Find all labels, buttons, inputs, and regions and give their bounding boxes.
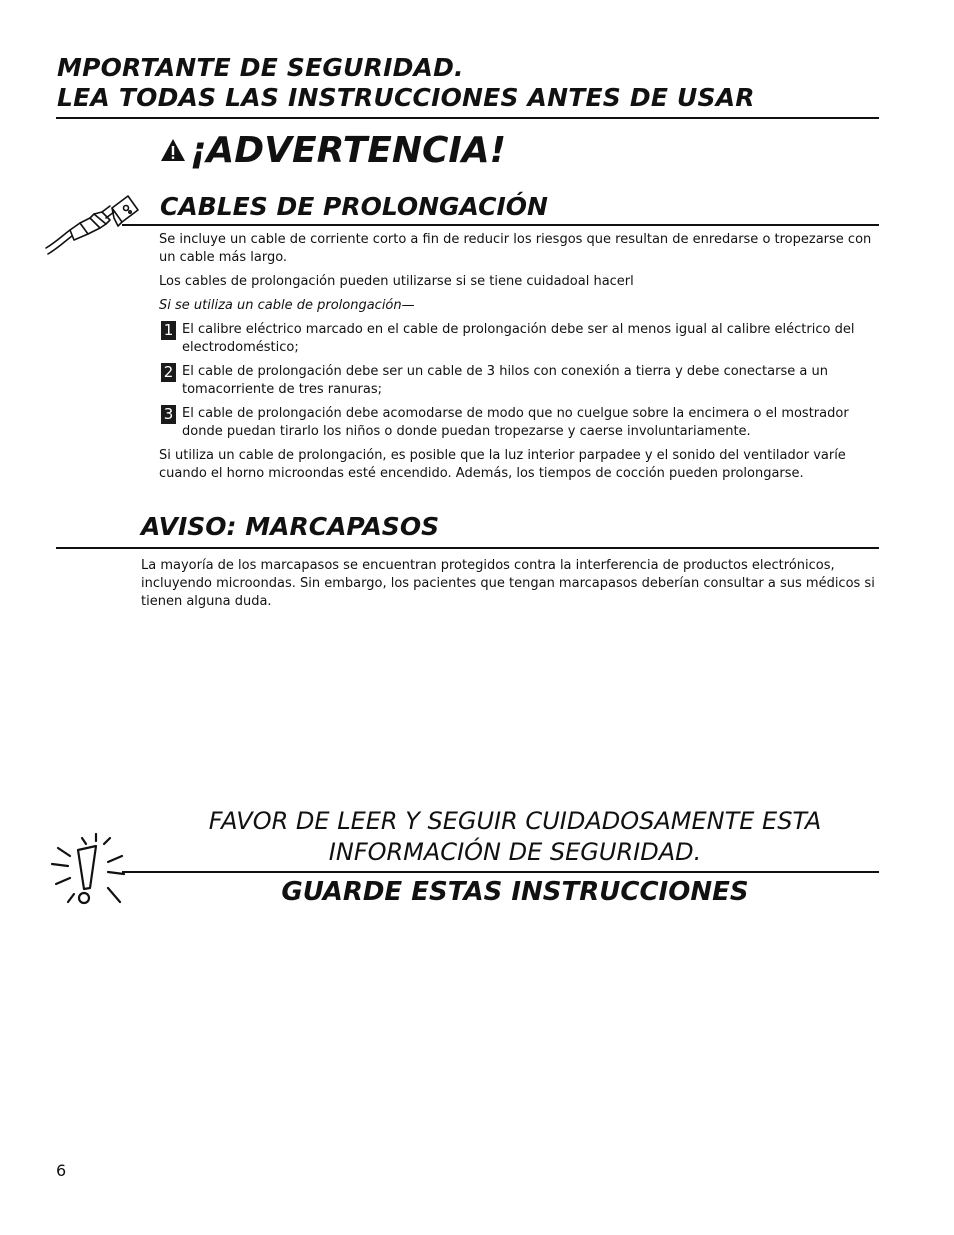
cables-paragraph-4: Si utiliza un cable de prolongación, es posible que la luz interior parpadee y el sonido del ventilador varíe cuando el horno microondas esté encendido. Además, los tiempos de cocción pueden prolongarse. [159, 448, 846, 481]
header-line-2: LEA TODAS LAS INSTRUCCIONES ANTES DE USAR [57, 83, 755, 112]
warning-heading [160, 130, 506, 171]
exclamation-light-icon [44, 832, 134, 912]
item-text: El calibre eléctrico marcado en el cable de prolongación debe ser al menos igual al calibre eléctrico del electrodoméstico; [182, 322, 855, 355]
warning-label: ¡ADVERTENCIA! [190, 130, 507, 171]
header-line-1: MPORTANTE DE SEGURIDAD. [57, 53, 464, 82]
list-item [161, 363, 877, 399]
page-header [57, 53, 755, 113]
header-rule [56, 117, 879, 119]
cables-paragraph-1: Se incluye un cable de corriente corto a fin de reducir los riesgos que resultan de enredarse o tropezarse con un cable más largo. [159, 232, 872, 265]
list-item [161, 321, 877, 357]
item-text: El cable de prolongación debe acomodarse de modo que no cuelgue sobre la encimera o el mostrador donde puedan tirarlo los niños o donde puedan tropezarse y caerse involuntariamente. [182, 406, 849, 439]
aviso-title: AVISO: MARCAPASOS [141, 512, 440, 541]
item-number: 3 [161, 405, 176, 424]
cables-body [159, 231, 875, 315]
item-number: 1 [161, 321, 176, 340]
aviso-rule [56, 547, 879, 549]
cables-title: CABLES DE PROLONGACIÓN [160, 192, 548, 221]
warning-triangle-icon [160, 130, 186, 171]
notice-line-2: INFORMACIÓN DE SEGURIDAD. [328, 838, 702, 866]
cables-paragraph-3: Si se utiliza un cable de prolongación— [159, 298, 415, 313]
footer-rule [122, 871, 879, 873]
page-number: 6 [56, 1161, 67, 1180]
cables-rule [122, 224, 879, 226]
item-number: 2 [161, 363, 176, 382]
item-text: El cable de prolongación debe ser un cable de 3 hilos con conexión a tierra y debe conectarse a un tomacorriente de tres ranuras; [182, 364, 828, 397]
notice-line-1: FAVOR DE LEER Y SEGUIR CUIDADOSAMENTE ESTA [208, 807, 822, 835]
cables-paragraph-2: Los cables de prolongación pueden utilizarse si se tiene cuidadoal hacerl [159, 274, 634, 289]
save-instructions-heading: GUARDE ESTAS INSTRUCCIONES [281, 877, 749, 907]
aviso-text: La mayoría de los marcapasos se encuentran protegidos contra la interferencia de productos electrónicos, incluyendo microondas. Sin embargo, los pacientes que tengan marcapasos deberían consultar a sus médicos si tienen alguna duda. [141, 558, 875, 609]
list-item [161, 405, 877, 441]
read-instructions-notice [170, 806, 860, 868]
